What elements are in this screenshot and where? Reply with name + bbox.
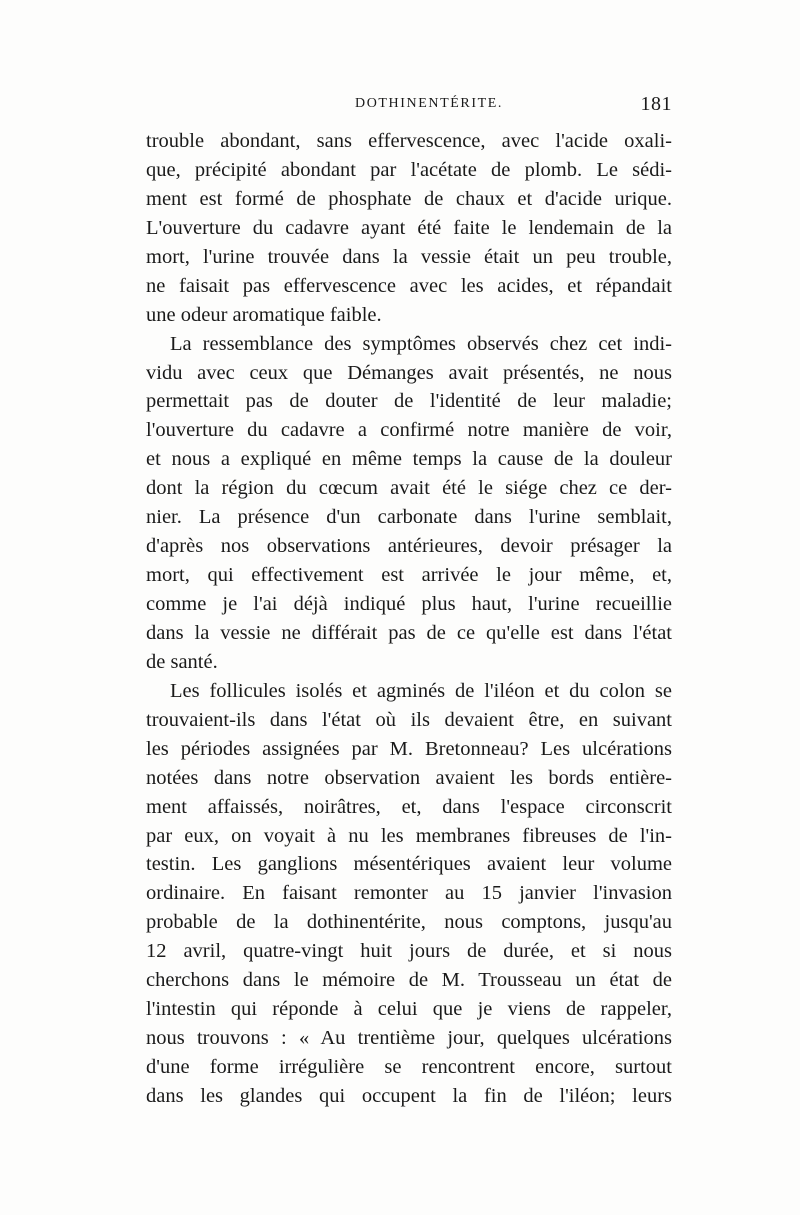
text-line: nier. La présence d'un carbonate dans l'urine semblait, (146, 506, 672, 529)
text-line: cherchons dans le mémoire de M. Trousseau un état de (146, 969, 672, 992)
text-line: nous trouvons : « Au trentième jour, quelques ulcérations (146, 1027, 672, 1050)
text-line: ordinaire. En faisant remonter au 15 janvier l'invasion (146, 882, 672, 905)
text-line: les périodes assignées par M. Bretonneau? Les ulcérations (146, 737, 672, 760)
text-line: mort, qui effectivement est arrivée le jour même, et, (146, 564, 672, 587)
text-line: testin. Les ganglions mésentériques avaient leur volume (146, 853, 672, 876)
text-line: de santé. (146, 650, 218, 673)
text-line: 12 avril, quatre-vingt huit jours de durée, et si nous (146, 940, 672, 963)
page-number: 181 (640, 93, 672, 115)
text-line: notées dans notre observation avaient les bords entière- (146, 766, 672, 789)
text-line: permettait pas de douter de l'identité de leur maladie; (146, 390, 672, 413)
text-line: d'une forme irrégulière se rencontrent encore, surtout (146, 1056, 672, 1078)
text-line: trouble abondant, sans effervescence, avec l'acide oxali- (146, 130, 672, 152)
text-line: d'après nos observations antérieures, devoir présager la (146, 535, 672, 558)
text-line: Les follicules isolés et agminés de l'iléon et du colon se (170, 679, 672, 702)
text-line: par eux, on voyait à nu les membranes fibreuses de l'in- (146, 824, 672, 847)
running-title: DOTHINENTÉRITE. (354, 96, 504, 111)
text-line: une odeur aromatique faible. (146, 303, 382, 326)
text-line: vidu avec ceux que Démanges avait présentés, ne nous (146, 361, 672, 384)
text-line: dans les glandes qui occupent la fin de l'iléon; leurs (146, 1084, 672, 1107)
text-line: l'ouverture du cadavre a confirmé notre manière de voir, (146, 419, 672, 442)
text-line: La ressemblance des symptômes observés chez cet indi- (170, 332, 672, 355)
text-line: ment est formé de phosphate de chaux et d'acide urique. (146, 187, 672, 210)
text-line: comme je l'ai déjà indiqué plus haut, l'urine recueillie (146, 593, 672, 615)
running-head (146, 93, 672, 120)
text-line: dans la vessie ne différait pas de ce qu'elle est dans l'état (146, 621, 672, 644)
text-line: mort, l'urine trouvée dans la vessie était un peu trouble, (146, 245, 672, 268)
text-line: que, précipité abondant par l'acétate de plomb. Le sédi- (146, 158, 672, 181)
text-line: l'intestin qui réponde à celui que je viens de rappeler, (146, 998, 672, 1021)
text-line: dont la région du cœcum avait été le siége chez ce der- (146, 477, 672, 500)
text-line: L'ouverture du cadavre ayant été faite le lendemain de la (146, 216, 672, 239)
text-line: ment affaissés, noirâtres, et, dans l'espace circonscrit (146, 795, 672, 818)
text-line: ne faisait pas effervescence avec les acides, et répandait (146, 274, 672, 297)
text-line: probable de la dothinentérite, nous comptons, jusqu'au (146, 911, 672, 934)
text-line: et nous a expliqué en même temps la cause de la douleur (146, 448, 672, 471)
text-line: trouvaient-ils dans l'état où ils devaient être, en suivant (146, 708, 672, 731)
body-text (146, 127, 672, 1111)
